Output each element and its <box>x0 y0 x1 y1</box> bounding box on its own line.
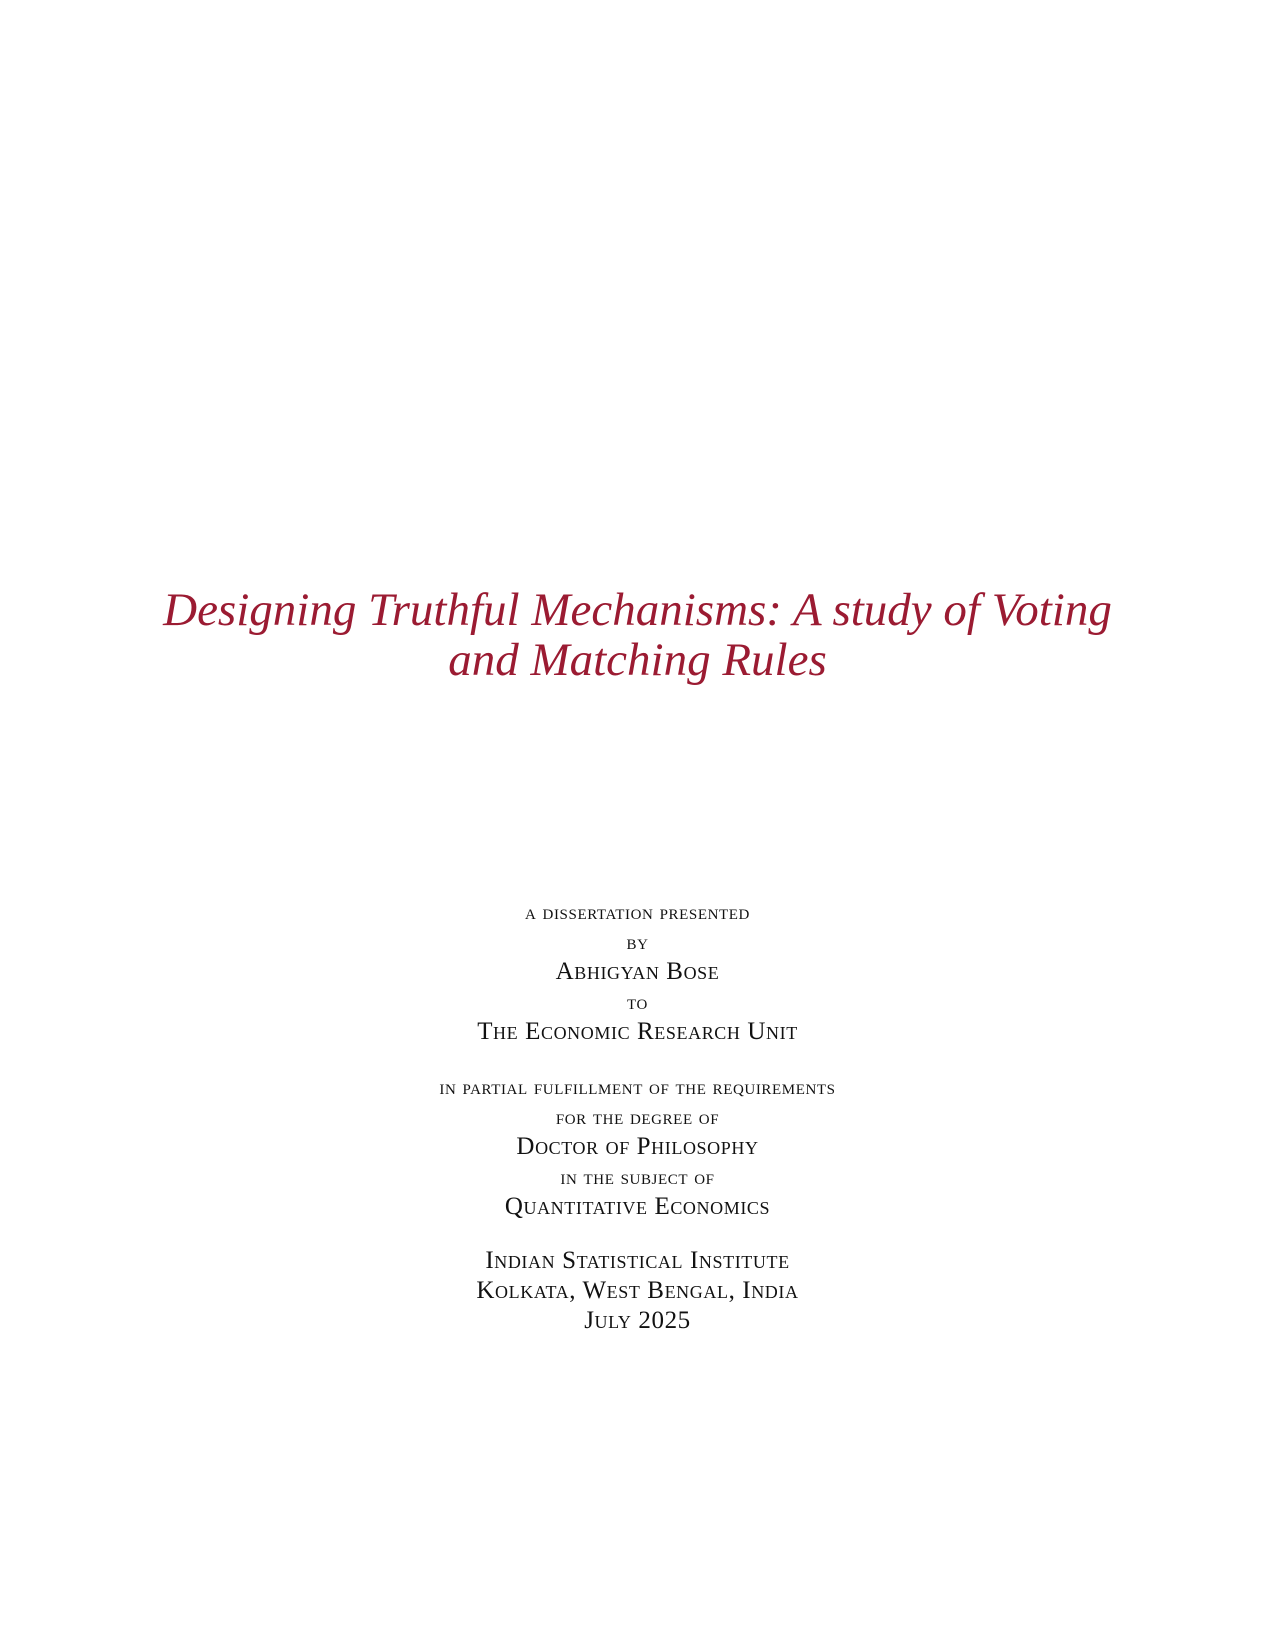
by-text: by <box>626 929 649 954</box>
title-line-1: Designing Truthful Mechanisms: A study of Voting <box>163 584 1112 636</box>
presentation-block <box>0 897 1275 1047</box>
for-degree-text: for the degree of <box>555 1104 720 1129</box>
fulfillment-text: in partial fulfillment of the requirements <box>439 1074 836 1099</box>
author-name: Abhigyan Bose <box>555 958 720 985</box>
institution-location: Kolkata, West Bengal, India <box>476 1277 799 1304</box>
institution-name: Indian Statistical Institute <box>485 1247 790 1274</box>
presented-text: a dissertation presented <box>525 899 750 924</box>
to-text: to <box>627 989 648 1014</box>
subject-name: Quantitative Economics <box>504 1193 771 1220</box>
dissertation-title <box>0 585 1275 685</box>
submission-date: July 2025 <box>584 1307 691 1334</box>
research-unit: The Economic Research Unit <box>477 1018 798 1045</box>
subject-intro-text: in the subject of <box>560 1164 715 1189</box>
institution-block <box>0 1246 1275 1336</box>
title-line-2: and Matching Rules <box>448 634 827 686</box>
degree-name: Doctor of Philosophy <box>516 1133 759 1160</box>
degree-block <box>0 1072 1275 1222</box>
